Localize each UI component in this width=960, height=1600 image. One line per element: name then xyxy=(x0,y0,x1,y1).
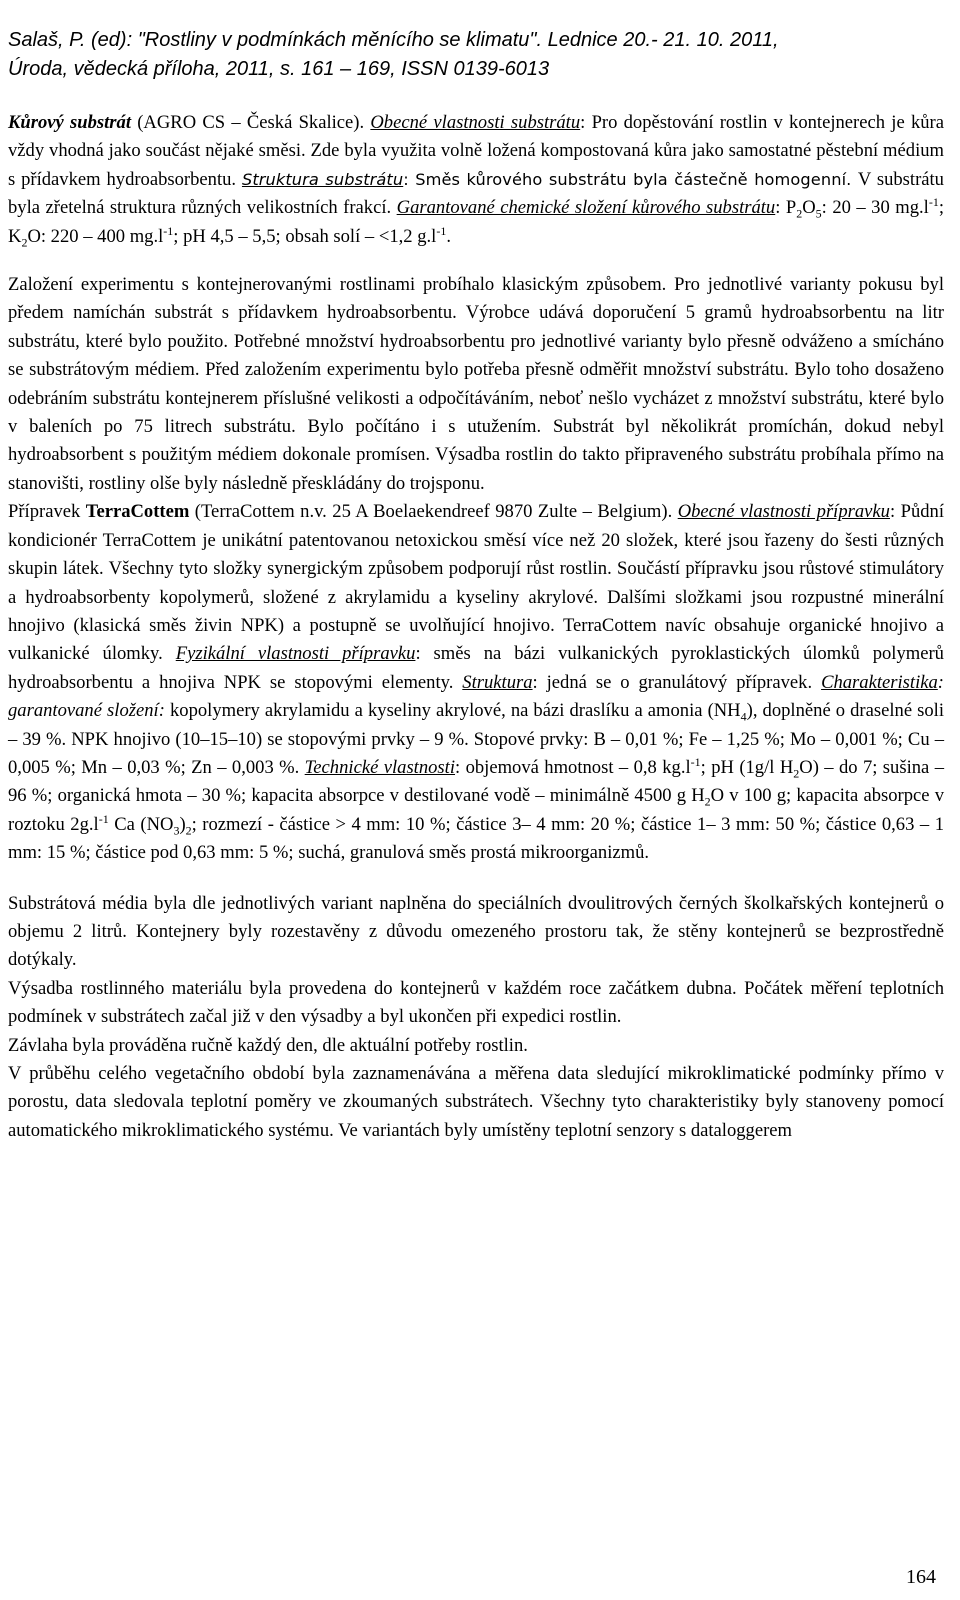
body-text xyxy=(8,109,944,1145)
header-line-2: Úroda, vědecká příloha, 2011, s. 161 – 169, ISSN 0139-6013 xyxy=(8,58,550,80)
product-general-properties-label: Obecné vlastnosti přípravku xyxy=(677,501,890,523)
paragraph-terracottem: Přípravek TerraCottem (TerraCottem n.v. 25 A Boelaekendreef 9870 Zulte – Belgium). Obecné vlastnosti přípravku: Půdní kondicionér TerraCottem je unikátní patentovanou netoxickou směsí více než 20 složek, které jsou řazeny do šesti různých skupin látek. Všechny tyto složky synergickým způsobem podporují růst rostlin. Součástí přípravku jsou růstové stimulátory a hydroabsorbenty kopolymerů, složené z akrylamidu a kyseliny akrylové. Dalšími složkami jsou rozpustné minerální hnojivo (klasická směs živin NPK) a postupně se uvolňující hnojivo. TerraCottem navíc obsahuje organické hnojivo a vulkanické úlomky. Fyzikální vlastnosti přípravku: směs na bázi vulkanických pyroklastických úlomků polymerů hydroabsorbentu a hnojiva NPK se stopovými elementy. Struktura: jedná se o granulátový přípravek. Charakteristika: garantované složení: kopolymery akrylamidu a kyseliny akrylové, na bázi draslíku a amonia $(NH_4)$, doplněné o draselné soli – 39 %. NPK hnojivo (10–15–10) se stopovými prvky – 9 %. Stopové prvky: B – 0,01 %; Fe – 1,25 %; Mo – 0,001 %; Cu – 0,005 %; Mn – 0,03 %; Zn – 0,003 %. Technické vlastnosti: objemová hmotnost – 0,8 $kg.l^{-1}$; pH (1g/l $H_2O$) – do 7; sušina – 96 %; organická hmota – 30 %; kapacita absorpce v destilované vodě – minimálně 4500 g $H_2O$ v 100 g; kapacita absorpce v roztoku $2g.l^{-1}$ Ca $(NO_3)_2$; rozmezí - částice > 4 mm: 10 %; částice 3– 4 mm: 20 %; částice 1– 3 mm: 50 %; částice 0,63 – 1 mm: 15 %; částice pod 0,63 mm: 5 %; suchá, granulová směs prostá mikroorganizmů. xyxy=(8,501,945,864)
paragraph-bark-substrate: Kůrový substrát (AGRO CS – Česká Skalice). Obecné vlastnosti substrátu: Pro dopěstování rostlin v kontejnerech je kůra vždy vhodná jako součást nějaké směsi. Zde byla využita volně ložená kompostovaná kůra jako samostatné pěstební médium s přídavkem hydroabsorbentu. Struktura substrátu: Směs kůrového substrátu byla částečně homogenní. V substrátu byla zřetelná struktura různých velikostních frakcí. Garantované chemické složení kůrového substrátu: $P_2O_5$: 20 – 30 $mg.l^{-1}$; $K_2O$: 220 – 400 $mg.l^{-1}$; pH 4,5 – 5,5; obsah solí – <1,2 $g.l^{-1}$. xyxy=(8,112,945,250)
paragraph-microclimate: V průběhu celého vegetačního období byla zaznamenávána a měřena data sledující mikroklimatické podmínky přímo v porostu, data sledovala teplotní poměry ve zkoumaných substrátech. Všechny tyto charakteristiky byly stanoveny pomocí automatického mikroklimatického systému. Ve variantách byly umístěny teplotní senzory s dataloggerem xyxy=(8,1063,944,1141)
paragraph-planting: Výsadba rostlinného materiálu byla provedena do kontejnerů v každém roce začátkem dubna. Počátek měření teplotních podmínek v substrátech začal již v den výsadby a byl ukončen při expedici rostlin. xyxy=(8,977,944,1028)
physical-properties-label: Fyzikální vlastnosti přípravku xyxy=(175,643,416,665)
bark-substrate-title: Kůrový substrát xyxy=(8,112,131,133)
terracottem-brand: TerraCottem xyxy=(85,501,190,523)
characteristics-label: Charakteristika xyxy=(821,671,938,693)
header-line-1: Salaš, P. (ed): "Rostliny v podmínkách měnícího se klimatu". Lednice 20.- 21. 10. 2011, xyxy=(8,29,779,51)
product-structure-label: Struktura xyxy=(462,671,533,693)
guaranteed-content-label: garantované složení: xyxy=(8,700,165,722)
citation-header xyxy=(8,26,944,84)
guaranteed-composition-label: Garantované chemické složení kůrového substrátu xyxy=(396,197,776,219)
paragraph-irrigation: Závlaha byla prováděna ručně každý den, dle aktuální potřeby rostlin. xyxy=(8,1034,528,1056)
page-number: 164 xyxy=(906,1566,936,1588)
paragraph-experiment-setup: Založení experimentu s kontejnerovanými rostlinami probíhalo klasickým způsobem. Pro jednotlivé varianty pokusu byl předem namíchán substrát s přídavkem hydroabsorbentu. Výrobce udává doporučení 5 gramů hydroabsorbentu na litr substrátu, které bylo použito. Potřebné množství hydroabsorbentu pro jednotlivé varianty bylo přesně odváženo a smícháno se substrátovým médiem. Před založením experimentu bylo potřeba přesně odměřit množství substrátu. Bylo toho dosaženo odebráním substrátu kontejnerem příslušné velikosti a odpočítáváním, neboť nešlo vycházet z množství substrátu, které bylo v baleních po 75 litrech substrátu. Bylo počítáno i s utužením. Substrát byl několikrát promíchán, dokud nebyl hydroabsorbent s použitým médiem dokonale promísen. Výsadba rostlin do takto připraveného substrátu probíhala přímo na stanovišti, rostliny olše byly následně přeskládány do trojsponu. xyxy=(8,274,944,494)
technical-properties-label: Technické vlastnosti xyxy=(304,756,456,778)
paragraph-containers: Substrátová média byla dle jednotlivých variant naplněna do speciálních dvoulitrových černých školkařských kontejnerů o objemu 2 litrů. Kontejnery byly rozestavěny z důvodu omezeného prostoru tak, že stěny kontejnerů se bezprostředně dotýkaly. xyxy=(8,892,944,971)
structure-label: Struktura substrátu xyxy=(241,169,404,189)
general-properties-label: Obecné vlastnosti substrátu xyxy=(370,112,581,133)
